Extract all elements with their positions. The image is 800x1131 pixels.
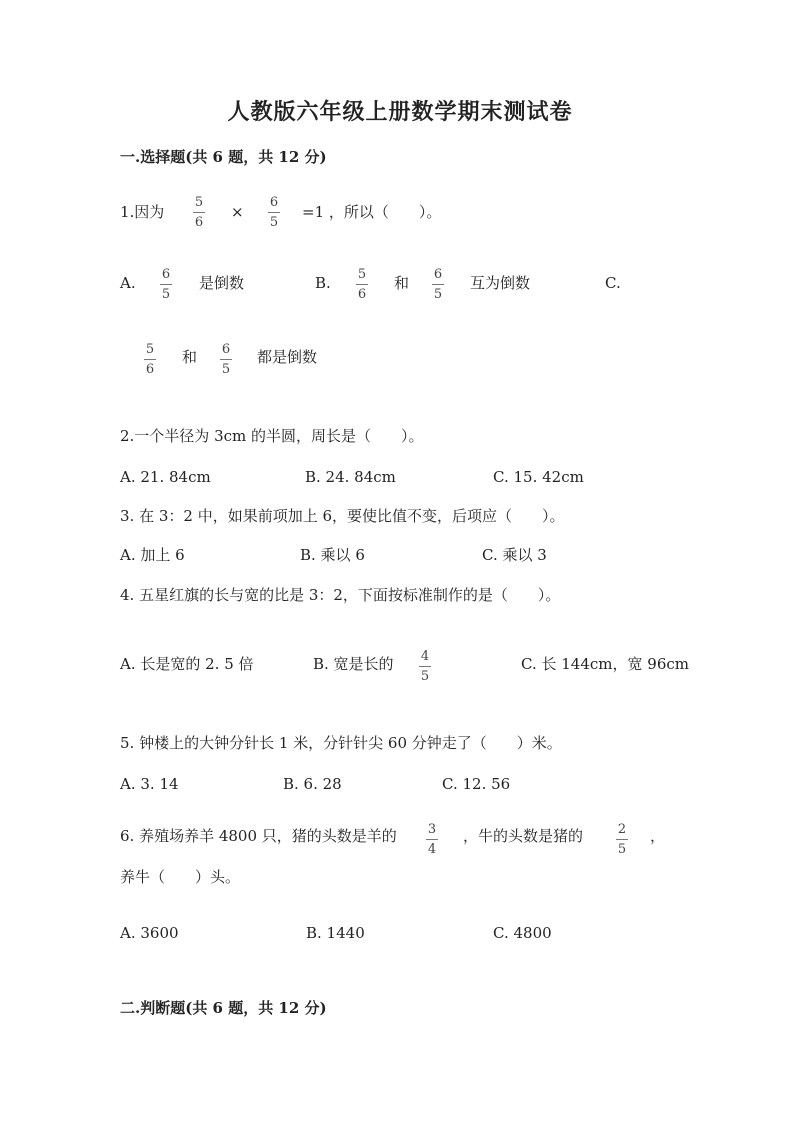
q3-option-b: B. 乘以 6 <box>300 546 365 564</box>
fraction-bar <box>432 284 444 285</box>
numerator: 6 <box>161 267 171 282</box>
q5-option-c: C. 12. 56 <box>442 775 511 793</box>
fraction-bar <box>268 212 280 213</box>
q3-stem: 3. 在 3：2 中，如果前项加上 6，要使比值不变，后项应（ ）。 <box>120 507 565 525</box>
q1-option-b-text: 互为倒数 <box>470 274 531 292</box>
denominator: 5 <box>617 842 627 857</box>
q4-option-c: C. 长 144cm，宽 96cm <box>521 655 689 673</box>
q1-option-a-fraction <box>160 268 172 301</box>
q3-option-a: A. 加上 6 <box>120 546 185 564</box>
q6-option-c: C. 4800 <box>493 924 552 942</box>
fraction-bar <box>160 284 172 285</box>
q1-option-c-text: 都是倒数 <box>257 348 318 366</box>
numerator: 4 <box>420 649 430 664</box>
denominator: 4 <box>427 842 437 857</box>
fraction-bar <box>616 839 628 840</box>
denominator: 5 <box>420 669 430 684</box>
q1-option-c-and: 和 <box>182 348 198 366</box>
denominator: 6 <box>145 362 155 377</box>
q1-option-a-label: A. <box>120 274 136 292</box>
q6-middle: ，牛的头数是猪的 <box>463 827 584 845</box>
q1-option-b-fraction-2 <box>432 268 444 301</box>
q6-option-a: A. 3600 <box>120 924 179 942</box>
numerator: 5 <box>145 342 155 357</box>
numerator: 2 <box>617 822 627 837</box>
fraction-bar <box>419 666 431 667</box>
denominator: 5 <box>433 287 443 302</box>
denominator: 5 <box>161 287 171 302</box>
q2-option-a: A. 21. 84cm <box>120 468 211 486</box>
q2-option-b: B. 24. 84cm <box>305 468 396 486</box>
q5-option-b: B. 6. 28 <box>283 775 342 793</box>
denominator: 6 <box>194 215 204 230</box>
q1-option-c-fraction-1 <box>144 343 156 376</box>
fraction-bar <box>144 359 156 360</box>
q1-option-c-fraction-2 <box>220 343 232 376</box>
q3-option-c: C. 乘以 3 <box>482 546 547 564</box>
section-heading-judgment: 二.判断题(共 6 题，共 12 分) <box>120 999 327 1017</box>
q4-stem: 4. 五星红旗的长与宽的比是 3：2，下面按标准制作的是（ ）。 <box>120 586 561 604</box>
numerator: 3 <box>427 822 437 837</box>
q1-option-b-and: 和 <box>394 274 410 292</box>
fraction-bar <box>220 359 232 360</box>
page-title: 人教版六年级上册数学期末测试卷 <box>227 99 573 125</box>
section-heading-choice: 一.选择题(共 6 题，共 12 分) <box>120 148 327 166</box>
q6-prefix: 6. 养殖场养羊 4800 只，猪的头数是羊的 <box>120 827 397 845</box>
numerator: 5 <box>194 195 204 210</box>
q1-prefix: 1.因为 <box>120 203 165 221</box>
q4-option-b-fraction <box>419 650 431 683</box>
q1-option-b-fraction-1 <box>356 268 368 301</box>
fraction-bar <box>426 839 438 840</box>
q6-fraction-1 <box>426 823 438 856</box>
q6-fraction-2 <box>616 823 628 856</box>
q1-fraction-2 <box>268 196 280 229</box>
q2-stem: 2.一个半径为 3cm 的半圆，周长是（ ）。 <box>120 427 424 445</box>
q4-option-a: A. 长是宽的 2. 5 倍 <box>120 655 254 673</box>
q1-option-c-label: C. <box>605 274 621 292</box>
q6-comma: ， <box>650 827 666 845</box>
fraction-bar <box>356 284 368 285</box>
numerator: 6 <box>221 342 231 357</box>
numerator: 6 <box>269 195 279 210</box>
q1-option-b-label: B. <box>315 274 331 292</box>
q5-option-a: A. 3. 14 <box>120 775 179 793</box>
q5-stem: 5. 钟楼上的大钟分针长 1 米，分针针尖 60 分钟走了（ ）米。 <box>120 734 562 752</box>
q4-option-b: B. 宽是长的 <box>313 655 394 673</box>
fraction-bar <box>193 212 205 213</box>
q1-fraction-1 <box>193 196 205 229</box>
denominator: 5 <box>269 215 279 230</box>
q1-option-a-text: 是倒数 <box>199 274 245 292</box>
q2-option-c: C. 15. 42cm <box>493 468 584 486</box>
q6-option-b: B. 1440 <box>306 924 365 942</box>
denominator: 5 <box>221 362 231 377</box>
q6-line-2: 养牛（ ）头。 <box>120 868 241 886</box>
numerator: 6 <box>433 267 443 282</box>
denominator: 6 <box>357 287 367 302</box>
q1-suffix: =1 ，所以（ ）。 <box>302 203 442 221</box>
numerator: 5 <box>357 267 367 282</box>
times-sign: × <box>231 203 244 221</box>
